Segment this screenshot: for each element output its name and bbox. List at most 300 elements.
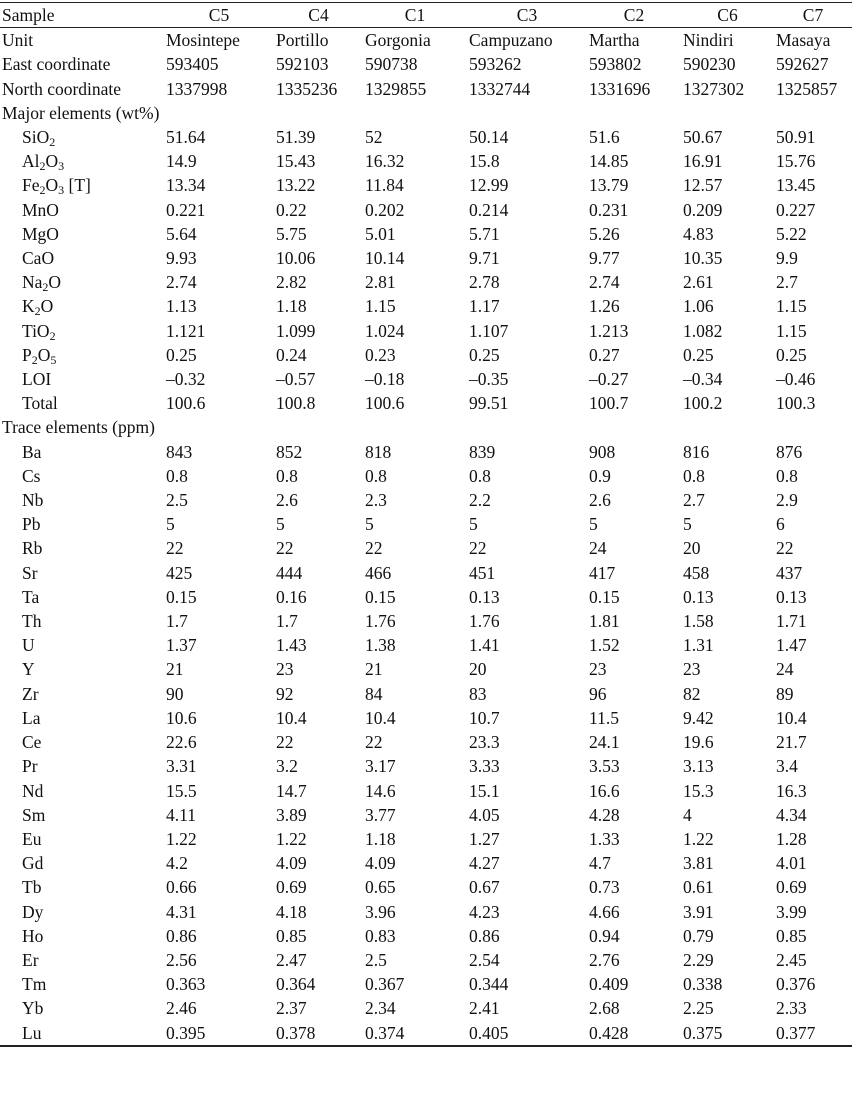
cell-value: 0.24 <box>276 344 307 365</box>
row-label: Pb <box>22 514 41 535</box>
cell-value: 2.25 <box>683 998 714 1019</box>
cell-value: 23.3 <box>469 732 500 753</box>
trace-element-row <box>0 706 852 730</box>
cell-value: –0.46 <box>776 369 816 390</box>
cell-value: 0.65 <box>365 877 396 898</box>
cell-value: 83 <box>469 683 487 704</box>
cell-value: 1.47 <box>776 635 807 656</box>
cell-value: 1329855 <box>365 78 427 99</box>
cell-value: –0.35 <box>469 369 509 390</box>
cell-value: 5 <box>276 514 285 535</box>
cell-value: 11.84 <box>365 175 404 196</box>
cell-value: 876 <box>776 441 803 462</box>
cell-value: 0.13 <box>776 586 807 607</box>
row-label: Tm <box>22 974 47 995</box>
cell-value: 0.79 <box>683 925 714 946</box>
cell-value: 0.8 <box>683 465 705 486</box>
trace-element-row <box>0 609 852 633</box>
cell-value: 1.18 <box>365 828 396 849</box>
cell-value: 0.227 <box>776 199 816 220</box>
cell-value: 5 <box>469 514 478 535</box>
cell-value: 1.33 <box>589 828 620 849</box>
cell-value: 13.79 <box>589 175 629 196</box>
cell-value: 21 <box>365 659 383 680</box>
cell-value: 0.209 <box>683 199 723 220</box>
major-element-row <box>0 391 852 415</box>
cell-value: Martha <box>589 30 640 51</box>
cell-value: 0.66 <box>166 877 197 898</box>
cell-value: 4.01 <box>776 853 807 874</box>
row-label: Cs <box>22 465 41 486</box>
cell-value: 1.06 <box>683 296 714 317</box>
cell-value: 9.71 <box>469 248 500 269</box>
major-element-row <box>0 125 852 149</box>
row-label: Yb <box>22 998 44 1019</box>
cell-value: 1.18 <box>276 296 307 317</box>
cell-value: 5.75 <box>276 223 307 244</box>
cell-value: 2.82 <box>276 272 307 293</box>
row-label: Sm <box>22 804 46 825</box>
cell-value: Portillo <box>276 30 329 51</box>
cell-value: 15.76 <box>776 151 816 172</box>
trace-element-row <box>0 779 852 803</box>
cell-value: 0.376 <box>776 974 816 995</box>
cell-value: 1.22 <box>683 828 714 849</box>
cell-value: Gorgonia <box>365 30 431 51</box>
trace-element-row <box>0 440 852 464</box>
cell-value: 4.2 <box>166 853 188 874</box>
cell-value: 2.6 <box>276 490 298 511</box>
trace-element-row <box>0 657 852 681</box>
trace-element-row <box>0 827 852 851</box>
cell-value: 0.15 <box>589 586 620 607</box>
cell-value: 22 <box>166 538 184 559</box>
cell-value: 908 <box>589 441 616 462</box>
cell-value: 1.024 <box>365 320 405 341</box>
cell-value: 3.17 <box>365 756 396 777</box>
cell-value: 4.28 <box>589 804 620 825</box>
cell-value: 20 <box>683 538 701 559</box>
cell-value: 590738 <box>365 54 418 75</box>
major-element-row <box>0 222 852 246</box>
sample-header-c5: C5 <box>208 5 230 25</box>
cell-value: 2.5 <box>365 949 387 970</box>
cell-value: 22 <box>469 538 487 559</box>
cell-value: 100.3 <box>776 393 816 414</box>
cell-value: 590230 <box>683 54 736 75</box>
cell-value: 2.78 <box>469 272 500 293</box>
cell-value: –0.18 <box>365 369 405 390</box>
cell-value: 4.34 <box>776 804 807 825</box>
cell-value: 2.74 <box>166 272 197 293</box>
cell-value: 0.85 <box>776 925 807 946</box>
trace-element-row <box>0 754 852 778</box>
cell-value: 1.43 <box>276 635 307 656</box>
cell-value: 5 <box>365 514 374 535</box>
cell-value: 0.231 <box>589 199 629 220</box>
cell-value: 1.81 <box>589 611 620 632</box>
cell-value: 24 <box>776 659 794 680</box>
row-label: Sr <box>22 562 38 583</box>
trace-elements-section <box>0 415 852 439</box>
row-label: LOI <box>22 369 52 390</box>
geochemistry-table <box>0 2 852 1047</box>
cell-value: –0.57 <box>276 369 316 390</box>
cell-value: –0.32 <box>166 369 206 390</box>
cell-value: 444 <box>276 562 303 583</box>
cell-value: 10.4 <box>776 707 807 728</box>
cell-value: 0.8 <box>276 465 298 486</box>
cell-value: 1.15 <box>365 296 396 317</box>
cell-value: 0.86 <box>166 925 197 946</box>
cell-value: 5.71 <box>469 223 500 244</box>
cell-value: 3.53 <box>589 756 620 777</box>
cell-value: 0.8 <box>365 465 387 486</box>
sample-header-c3: C3 <box>516 5 538 25</box>
trace-element-row <box>0 488 852 512</box>
cell-value: 3.77 <box>365 804 396 825</box>
cell-value: 10.06 <box>276 248 316 269</box>
cell-value: 96 <box>589 683 607 704</box>
section-heading: Trace elements (ppm) <box>2 417 155 438</box>
cell-value: 9.9 <box>776 248 798 269</box>
row-label: Tb <box>22 877 42 898</box>
sample-header-c7: C7 <box>802 5 824 25</box>
cell-value: 2.7 <box>683 490 705 511</box>
cell-value: 0.221 <box>166 199 206 220</box>
trace-element-row <box>0 972 852 996</box>
trace-element-row <box>0 803 852 827</box>
cell-value: 4.31 <box>166 901 197 922</box>
cell-value: 593802 <box>589 54 642 75</box>
cell-value: 2.41 <box>469 998 500 1019</box>
cell-value: 12.57 <box>683 175 723 196</box>
trace-element-row <box>0 948 852 972</box>
cell-value: 92 <box>276 683 294 704</box>
cell-value: 3.4 <box>776 756 798 777</box>
cell-value: 2.37 <box>276 998 307 1019</box>
cell-value: 10.7 <box>469 707 500 728</box>
cell-value: 0.344 <box>469 974 509 995</box>
cell-value: 2.81 <box>365 272 396 293</box>
cell-value: 3.96 <box>365 901 396 922</box>
cell-value: 2.5 <box>166 490 188 511</box>
row-label: North coordinate <box>2 78 122 99</box>
row-label: Ce <box>22 732 42 753</box>
cell-value: 2.3 <box>365 490 387 511</box>
row-label: $Fe_2O_3$ [T] <box>22 175 91 198</box>
major-element-row <box>0 246 852 270</box>
cell-value: Campuzano <box>469 30 553 51</box>
cell-value: 1337998 <box>166 78 228 99</box>
row-label: Lu <box>22 1022 42 1043</box>
cell-value: 451 <box>469 562 496 583</box>
cell-value: 1.213 <box>589 320 629 341</box>
cell-value: 0.8 <box>469 465 491 486</box>
cell-value: 22 <box>365 732 383 753</box>
cell-value: 4.18 <box>276 901 307 922</box>
cell-value: 0.202 <box>365 199 405 220</box>
cell-value: 50.91 <box>776 127 816 148</box>
cell-value: 1.26 <box>589 296 620 317</box>
row-label: Nb <box>22 490 44 511</box>
cell-value: 0.25 <box>166 344 197 365</box>
cell-value: 16.32 <box>365 151 405 172</box>
trace-element-row <box>0 464 852 488</box>
cell-value: 20 <box>469 659 487 680</box>
trace-element-row <box>0 730 852 754</box>
row-label: Zr <box>22 683 39 704</box>
cell-value: 0.22 <box>276 199 307 220</box>
trace-element-row <box>0 900 852 924</box>
cell-value: 51.64 <box>166 127 206 148</box>
cell-value: 10.35 <box>683 248 723 269</box>
major-element-row <box>0 294 852 318</box>
trace-element-row <box>0 875 852 899</box>
major-element-row <box>0 173 852 197</box>
cell-value: 22 <box>365 538 383 559</box>
cell-value: 852 <box>276 441 303 462</box>
cell-value: 5.64 <box>166 223 197 244</box>
cell-value: 9.77 <box>589 248 620 269</box>
cell-value: 425 <box>166 562 193 583</box>
row-label: Th <box>22 611 42 632</box>
cell-value: 3.99 <box>776 901 807 922</box>
row-label: Dy <box>22 901 44 922</box>
cell-value: 0.83 <box>365 925 396 946</box>
cell-value: 2.46 <box>166 998 197 1019</box>
cell-value: 1.082 <box>683 320 723 341</box>
cell-value: 13.45 <box>776 175 816 196</box>
row-label: East coordinate <box>2 54 111 75</box>
cell-value: Masaya <box>776 30 831 51</box>
cell-value: 839 <box>469 441 496 462</box>
cell-value: 3.31 <box>166 756 197 777</box>
cell-value: 4.83 <box>683 223 714 244</box>
cell-value: 0.69 <box>776 877 807 898</box>
cell-value: 1325857 <box>776 78 838 99</box>
cell-value: 5 <box>166 514 175 535</box>
row-label: SiO$_2$ <box>22 127 56 150</box>
cell-value: 2.74 <box>589 272 620 293</box>
cell-value: 50.67 <box>683 127 723 148</box>
cell-value: 816 <box>683 441 710 462</box>
cell-value: 818 <box>365 441 392 462</box>
row-label: Ba <box>22 441 42 462</box>
cell-value: 2.33 <box>776 998 807 1019</box>
major-element-row <box>0 149 852 173</box>
info-row <box>0 28 852 53</box>
major-element-row <box>0 367 852 391</box>
cell-value: 1.22 <box>166 828 197 849</box>
cell-value: 50.14 <box>469 127 509 148</box>
row-label: MnO <box>22 199 59 220</box>
cell-value: 0.13 <box>469 586 500 607</box>
sample-header-c6: C6 <box>717 5 738 25</box>
row-label: $Al_2O_3$ <box>22 151 65 174</box>
row-label: Gd <box>22 853 44 874</box>
cell-value: 2.9 <box>776 490 798 511</box>
cell-value: 1335236 <box>276 78 338 99</box>
cell-value: 0.85 <box>276 925 307 946</box>
cell-value: 1.71 <box>776 611 807 632</box>
row-label: $Na_2O$ <box>22 272 62 295</box>
cell-value: 592103 <box>276 54 329 75</box>
row-label: U <box>22 635 35 656</box>
cell-value: 3.13 <box>683 756 714 777</box>
cell-value: 16.6 <box>589 780 620 801</box>
cell-value: 16.91 <box>683 151 723 172</box>
sample-header-label: Sample <box>2 5 55 25</box>
cell-value: 593405 <box>166 54 219 75</box>
cell-value: 51.39 <box>276 127 316 148</box>
cell-value: 5.01 <box>365 223 396 244</box>
trace-element-row <box>0 512 852 536</box>
row-label: Eu <box>22 828 42 849</box>
trace-element-row <box>0 585 852 609</box>
cell-value: 24 <box>589 538 607 559</box>
cell-value: 5.22 <box>776 223 807 244</box>
info-row <box>0 77 852 101</box>
cell-value: 1.107 <box>469 320 509 341</box>
info-row <box>0 52 852 76</box>
header-row <box>0 3 852 28</box>
cell-value: 5.26 <box>589 223 620 244</box>
cell-value: 9.42 <box>683 707 714 728</box>
trace-element-row <box>0 1021 852 1046</box>
cell-value: 2.45 <box>776 949 807 970</box>
cell-value: 0.367 <box>365 974 405 995</box>
cell-value: 15.5 <box>166 780 197 801</box>
cell-value: 0.73 <box>589 877 620 898</box>
cell-value: 1.13 <box>166 296 197 317</box>
cell-value: 5 <box>683 514 692 535</box>
cell-value: 3.91 <box>683 901 714 922</box>
cell-value: 1.7 <box>276 611 298 632</box>
cell-value: 2.47 <box>276 949 307 970</box>
cell-value: 10.6 <box>166 707 197 728</box>
cell-value: 0.377 <box>776 1022 816 1043</box>
row-label: Nd <box>22 780 44 801</box>
cell-value: 4.09 <box>365 853 396 874</box>
cell-value: 0.395 <box>166 1022 206 1043</box>
cell-value: 14.6 <box>365 780 396 801</box>
cell-value: 2.6 <box>589 490 611 511</box>
cell-value: 0.364 <box>276 974 316 995</box>
cell-value: 1.27 <box>469 828 500 849</box>
cell-value: 1.52 <box>589 635 620 656</box>
cell-value: 0.8 <box>166 465 188 486</box>
cell-value: 0.375 <box>683 1022 723 1043</box>
cell-value: 2.34 <box>365 998 396 1019</box>
cell-value: 90 <box>166 683 184 704</box>
cell-value: 2.61 <box>683 272 714 293</box>
cell-value: 4.05 <box>469 804 500 825</box>
cell-value: 14.9 <box>166 151 197 172</box>
cell-value: 0.25 <box>469 344 500 365</box>
cell-value: 0.94 <box>589 925 620 946</box>
cell-value: 5 <box>589 514 598 535</box>
cell-value: 1.58 <box>683 611 714 632</box>
major-element-row <box>0 198 852 222</box>
cell-value: 14.85 <box>589 151 629 172</box>
cell-value: 2.76 <box>589 949 620 970</box>
trace-element-row <box>0 682 852 706</box>
cell-value: 4.11 <box>166 804 196 825</box>
row-label: CaO <box>22 248 55 269</box>
cell-value: 11.5 <box>589 707 619 728</box>
cell-value: 1.17 <box>469 296 500 317</box>
cell-value: 3.81 <box>683 853 714 874</box>
cell-value: 3.33 <box>469 756 500 777</box>
cell-value: 0.338 <box>683 974 723 995</box>
row-label: La <box>22 707 41 728</box>
cell-value: 1332744 <box>469 78 531 99</box>
major-element-row <box>0 343 852 367</box>
cell-value: 22 <box>776 538 794 559</box>
cell-value: 1327302 <box>683 78 745 99</box>
cell-value: 4.09 <box>276 853 307 874</box>
cell-value: 2.54 <box>469 949 500 970</box>
trace-element-row <box>0 536 852 560</box>
cell-value: 13.34 <box>166 175 206 196</box>
cell-value: 0.9 <box>589 465 611 486</box>
row-label: $K_2O$ <box>22 296 54 319</box>
cell-value: 15.3 <box>683 780 714 801</box>
section-heading: Major elements (wt%) <box>2 102 160 123</box>
cell-value: 1.15 <box>776 296 807 317</box>
cell-value: 1.15 <box>776 320 807 341</box>
cell-value: 0.25 <box>683 344 714 365</box>
cell-value: 23 <box>683 659 701 680</box>
row-label: TiO$_2$ <box>22 320 56 343</box>
cell-value: 0.67 <box>469 877 500 898</box>
row-label: Ho <box>22 925 44 946</box>
table-body <box>0 28 852 1046</box>
cell-value: 16.3 <box>776 780 807 801</box>
cell-value: 52 <box>365 127 383 148</box>
cell-value: 592627 <box>776 54 829 75</box>
cell-value: 0.8 <box>776 465 798 486</box>
row-label: Y <box>22 659 35 680</box>
cell-value: 13.22 <box>276 175 316 196</box>
major-element-row <box>0 319 852 343</box>
cell-value: 15.1 <box>469 780 500 801</box>
sample-header-c4: C4 <box>308 5 329 25</box>
cell-value: 0.15 <box>365 586 396 607</box>
cell-value: 1.121 <box>166 320 206 341</box>
cell-value: Mosintepe <box>166 30 240 51</box>
cell-value: 21.7 <box>776 732 807 753</box>
row-label: Ta <box>22 586 40 607</box>
cell-value: 0.428 <box>589 1022 629 1043</box>
cell-value: 15.43 <box>276 151 316 172</box>
cell-value: 4.66 <box>589 901 620 922</box>
cell-value: 51.6 <box>589 127 620 148</box>
cell-value: 89 <box>776 683 794 704</box>
cell-value: 9.93 <box>166 248 197 269</box>
cell-value: 0.363 <box>166 974 206 995</box>
cell-value: 2.56 <box>166 949 197 970</box>
cell-value: 0.374 <box>365 1022 405 1043</box>
trace-element-row <box>0 633 852 657</box>
cell-value: 0.378 <box>276 1022 316 1043</box>
cell-value: 4.23 <box>469 901 500 922</box>
cell-value: 100.6 <box>365 393 405 414</box>
cell-value: 1.28 <box>776 828 807 849</box>
trace-element-row <box>0 561 852 585</box>
cell-value: 22 <box>276 538 294 559</box>
